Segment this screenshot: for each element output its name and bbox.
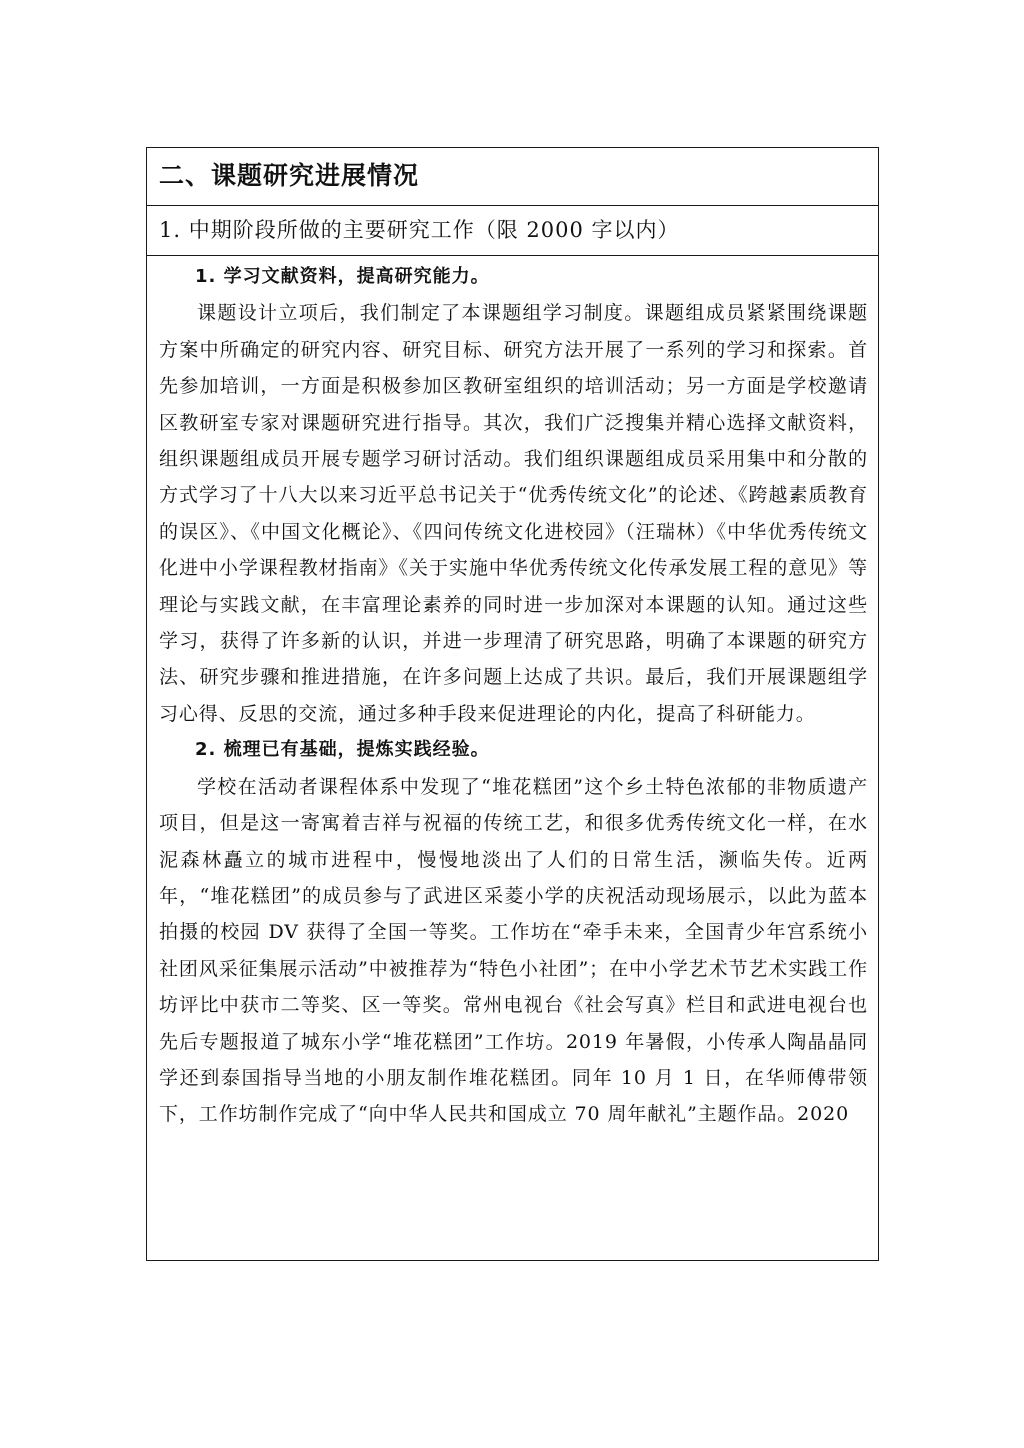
heading-practice-experience: 2. 梳理已有基础，提炼实践经验。 bbox=[195, 739, 490, 761]
section-title: 二、课题研究进展情况 bbox=[147, 148, 878, 206]
report-form-table bbox=[146, 147, 879, 1261]
content-area bbox=[147, 256, 878, 1259]
heading-literature-study: 1. 学习文献资料，提高研究能力。 bbox=[195, 266, 490, 287]
paragraph-literature-study: 课题设计立项后，我们制定了本课题组学习制度。课题组成员紧紧围绕课题方案中所确定的研究内容、研究目标、研究方法开展了一系列的学习和探索。首先参加培训，一方面是积极参加区教研室组织的培训活动；另一方面是学校邀请区教研室专家对课题研究进行指导。其次，我们广泛搜集并精心选择文献资料，组织课题组成员开展专题学习研讨活动。我们组织课题组成员采用集中和分散的方式学习了十八大以来习近平总书记关于“优秀传统文化”的论述、《跨越素质教育的误区》、《中国文化概论》、《四问传统文化进校园》（汪瑞林）《中华优秀传统文化进中小学课程教材指南》《关于实施中华优秀传统文化传承发展工程的意见》等理论与实践文献，在丰富理论素养的同时进一步加深对本课题的认知。通过这些学习，获得了许多新的认识，并进一步理清了研究思路，明确了本课题的研究方法、研究步骤和推进措施，在许多问题上达成了共识。最后，我们开展课题组学习心得、反思的交流，通过多种手段来促进理论的内化，提高了科研能力。 bbox=[159, 302, 868, 725]
subsection-title: 1. 中期阶段所做的主要研究工作（限 2000 字以内） bbox=[147, 206, 878, 256]
paragraph-practice-experience: 学校在活动者课程体系中发现了“堆花糕团”这个乡土特色浓郁的非物质遗产项目，但是这一寄寓着吉祥与祝福的传统工艺，和很多优秀传统文化一样，在水泥森林矗立的城市进程中，慢慢地淡出了人们的日常生活，濒临失传。近两年，“堆花糕团”的成员参与了武进区采菱小学的庆祝活动现场展示，以此为蓝本拍摄的校园 DV 获得了全国一等奖。工作坊在“牵手未来，全国青少年宫系统小社团风采征集展示活动”中被推荐为“特色小社团”；在中小学艺术节艺术实践工作坊评比中获市二等奖、区一等奖。常州电视台《社会写真》栏目和武进电视台也先后专题报道了城东小学“堆花糕团”工作坊。2019 年暑假，小传承人陶晶晶同学还到泰国指导当地的小朋友制作堆花糕团。同年 10 月 1 日，在华师傅带领下，工作坊制作完成了“向中华人民共和国成立 70 周年献礼”主题作品。2020 bbox=[159, 775, 868, 1126]
